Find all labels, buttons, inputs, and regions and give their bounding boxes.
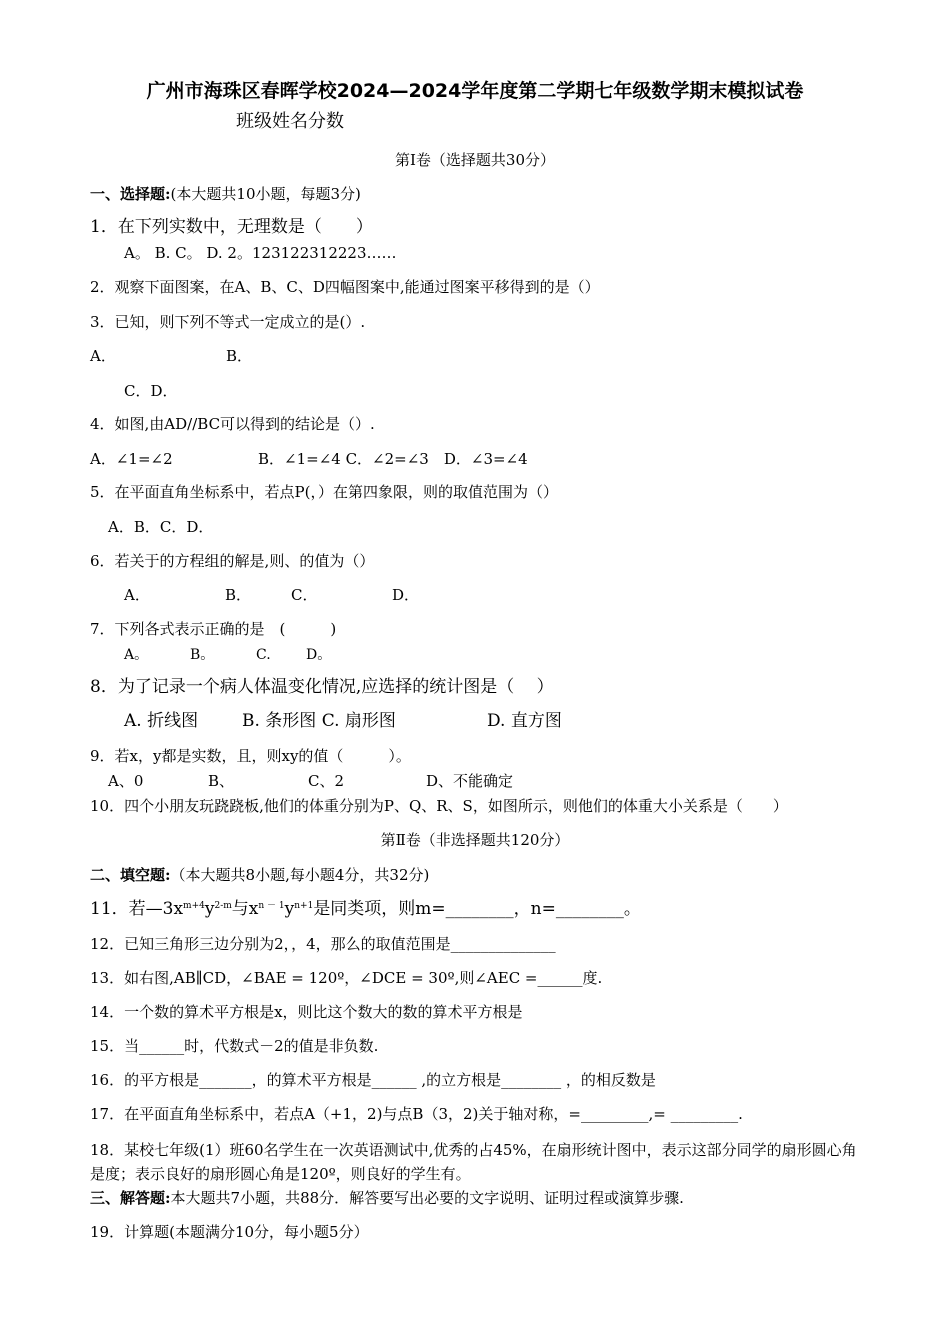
question-3-option-b: B． [226,347,253,365]
section3-note: 本大题共7小题，共88分．解答要写出必要的文字说明、证明过程或演算步骤. [170,1189,684,1207]
question-7-options [124,645,331,665]
section1-title: 一、选择题: [90,185,171,203]
question-11-part: 11．若—3x [90,899,184,919]
question-6-options [124,585,419,605]
question-4-options-bcd: B．∠1=∠4 C．∠2=∠3 D．∠3=∠4 [258,450,528,468]
section2-heading [90,865,429,885]
question-4-option-a: A．∠1=∠2 [90,450,173,468]
question-6: 6．若关于的方程组的解是,则、的值为（） [90,552,375,570]
section2-note: （本大题共8小题,每小题4分，共32分) [170,866,430,884]
question-11 [90,899,641,919]
question-4-options [90,449,528,469]
section1-note: (本大题共10小题，每题3分) [170,185,361,203]
question-2: 2．观察下面图案，在A、B、C、D四幅图案中,能通过图案平移得到的是（） [90,278,600,296]
question-7-option-b: B。 [190,647,215,663]
question-9-option-a: A、0 [108,772,144,790]
question-14: 14．一个数的算术平方根是x，则比这个数大的数的算术平方根是 [90,1003,523,1021]
section1-heading [90,184,361,204]
section3-title: 三、解答题: [90,1189,171,1207]
question-7: 7．下列各式表示正确的是 ( ) [90,620,337,638]
question-4: 4．如图,由AD//BC可以得到的结论是（）. [90,415,375,433]
question-15: 15．当______时，代数式－2的值是非负数. [90,1037,379,1055]
question-11-part: 与x [231,899,259,919]
question-8-option-a: A. 折线图 [124,711,199,731]
question-11-exponent: n+1 [294,901,314,911]
question-9: 9．若x，y都是实数，且，则xy的值（ ）。 [90,747,411,765]
question-5-options: A．B．C．D． [108,518,214,536]
question-6-option-c: C． [291,586,318,604]
question-10: 10．四个小朋友玩跷跷板,他们的体重分别为P、Q、R、S，如图所示，则他们的体重大小关系是（ ） [90,797,788,815]
question-9-option-b: B、 [208,772,235,790]
question-7-option-c: C. [256,647,271,663]
question-1: 1．在下列实数中，无理数是（ ） [90,217,373,237]
part1-header: 第Ⅰ卷（选择题共30分） [394,151,555,169]
question-17: 17．在平面直角坐标系中，若点A（+1，2)与点B（3，2)关于轴对称，=_________,= _________. [90,1105,743,1123]
question-18: 18．某校七年级(1）班60名学生在一次英语测试中,优秀的占45%，在扇形统计图中，表示这部分同学的扇形圆心角是度；表示良好的扇形圆心角是120º，则良好的学生有。 [90,1141,857,1183]
question-7-option-a: A。 [124,647,149,663]
part2-header: 第Ⅱ卷（非选择题共120分） [380,831,570,849]
question-9-option-d: D、不能确定 [426,772,514,790]
question-3-option-a: A． [90,347,116,365]
question-6-option-a: A． [124,586,150,604]
question-9-option-c: C、2 [308,772,345,790]
question-11-exponent: n － 1 [258,901,285,911]
question-3-options-ab [90,346,252,366]
question-8-options [124,711,562,731]
question-5: 5．在平面直角坐标系中，若点P(，）在第四象限，则的取值范围为（） [90,483,558,501]
question-3-options-cd: C．D． [124,382,178,400]
question-11-exponent: m+4 [183,901,205,911]
exam-title: 广州市海珠区春晖学校2024—2024学年度第二学期七年级数学期末模拟试卷 [146,80,804,102]
question-12: 12．已知三角形三边分别为2，，4，那么的取值范围是______________ [90,935,556,953]
question-6-option-d: D． [392,586,420,604]
question-11-part: y [284,899,295,919]
question-3: 3．已知，则下列不等式一定成立的是(）. [90,313,366,331]
question-13: 13．如右图,AB∥CD，∠BAE = 120º，∠DCE = 30º,则∠AEC =______度. [90,969,603,987]
question-6-option-b: B． [225,586,252,604]
question-16: 16．的平方根是_______，的算术平方根是______ ,的立方根是________ ，的相反数是 [90,1071,656,1089]
question-8: 8．为了记录一个病人体温变化情况,应选择的统计图是（ ） [90,677,554,697]
section3-heading [90,1188,684,1208]
class-name-score-line: 班级姓名分数 [236,111,344,132]
question-19: 19．计算题(本题满分10分，每小题5分） [90,1223,369,1241]
question-7-option-d: D。 [306,647,332,663]
question-8-options-bc: B. 条形图 C. 扇形图 [242,711,396,731]
section2-title: 二、填空题: [90,866,171,884]
question-8-option-d: D. 直方图 [487,711,562,731]
question-9-options [108,771,513,791]
question-11-part: y [204,899,215,919]
question-11-exponent: 2-m [214,901,232,911]
question-1-options: A。 B. C。 D. 2。123122312223…… [124,244,397,262]
question-11-part: 是同类项，则m=________，n=________。 [313,899,641,919]
